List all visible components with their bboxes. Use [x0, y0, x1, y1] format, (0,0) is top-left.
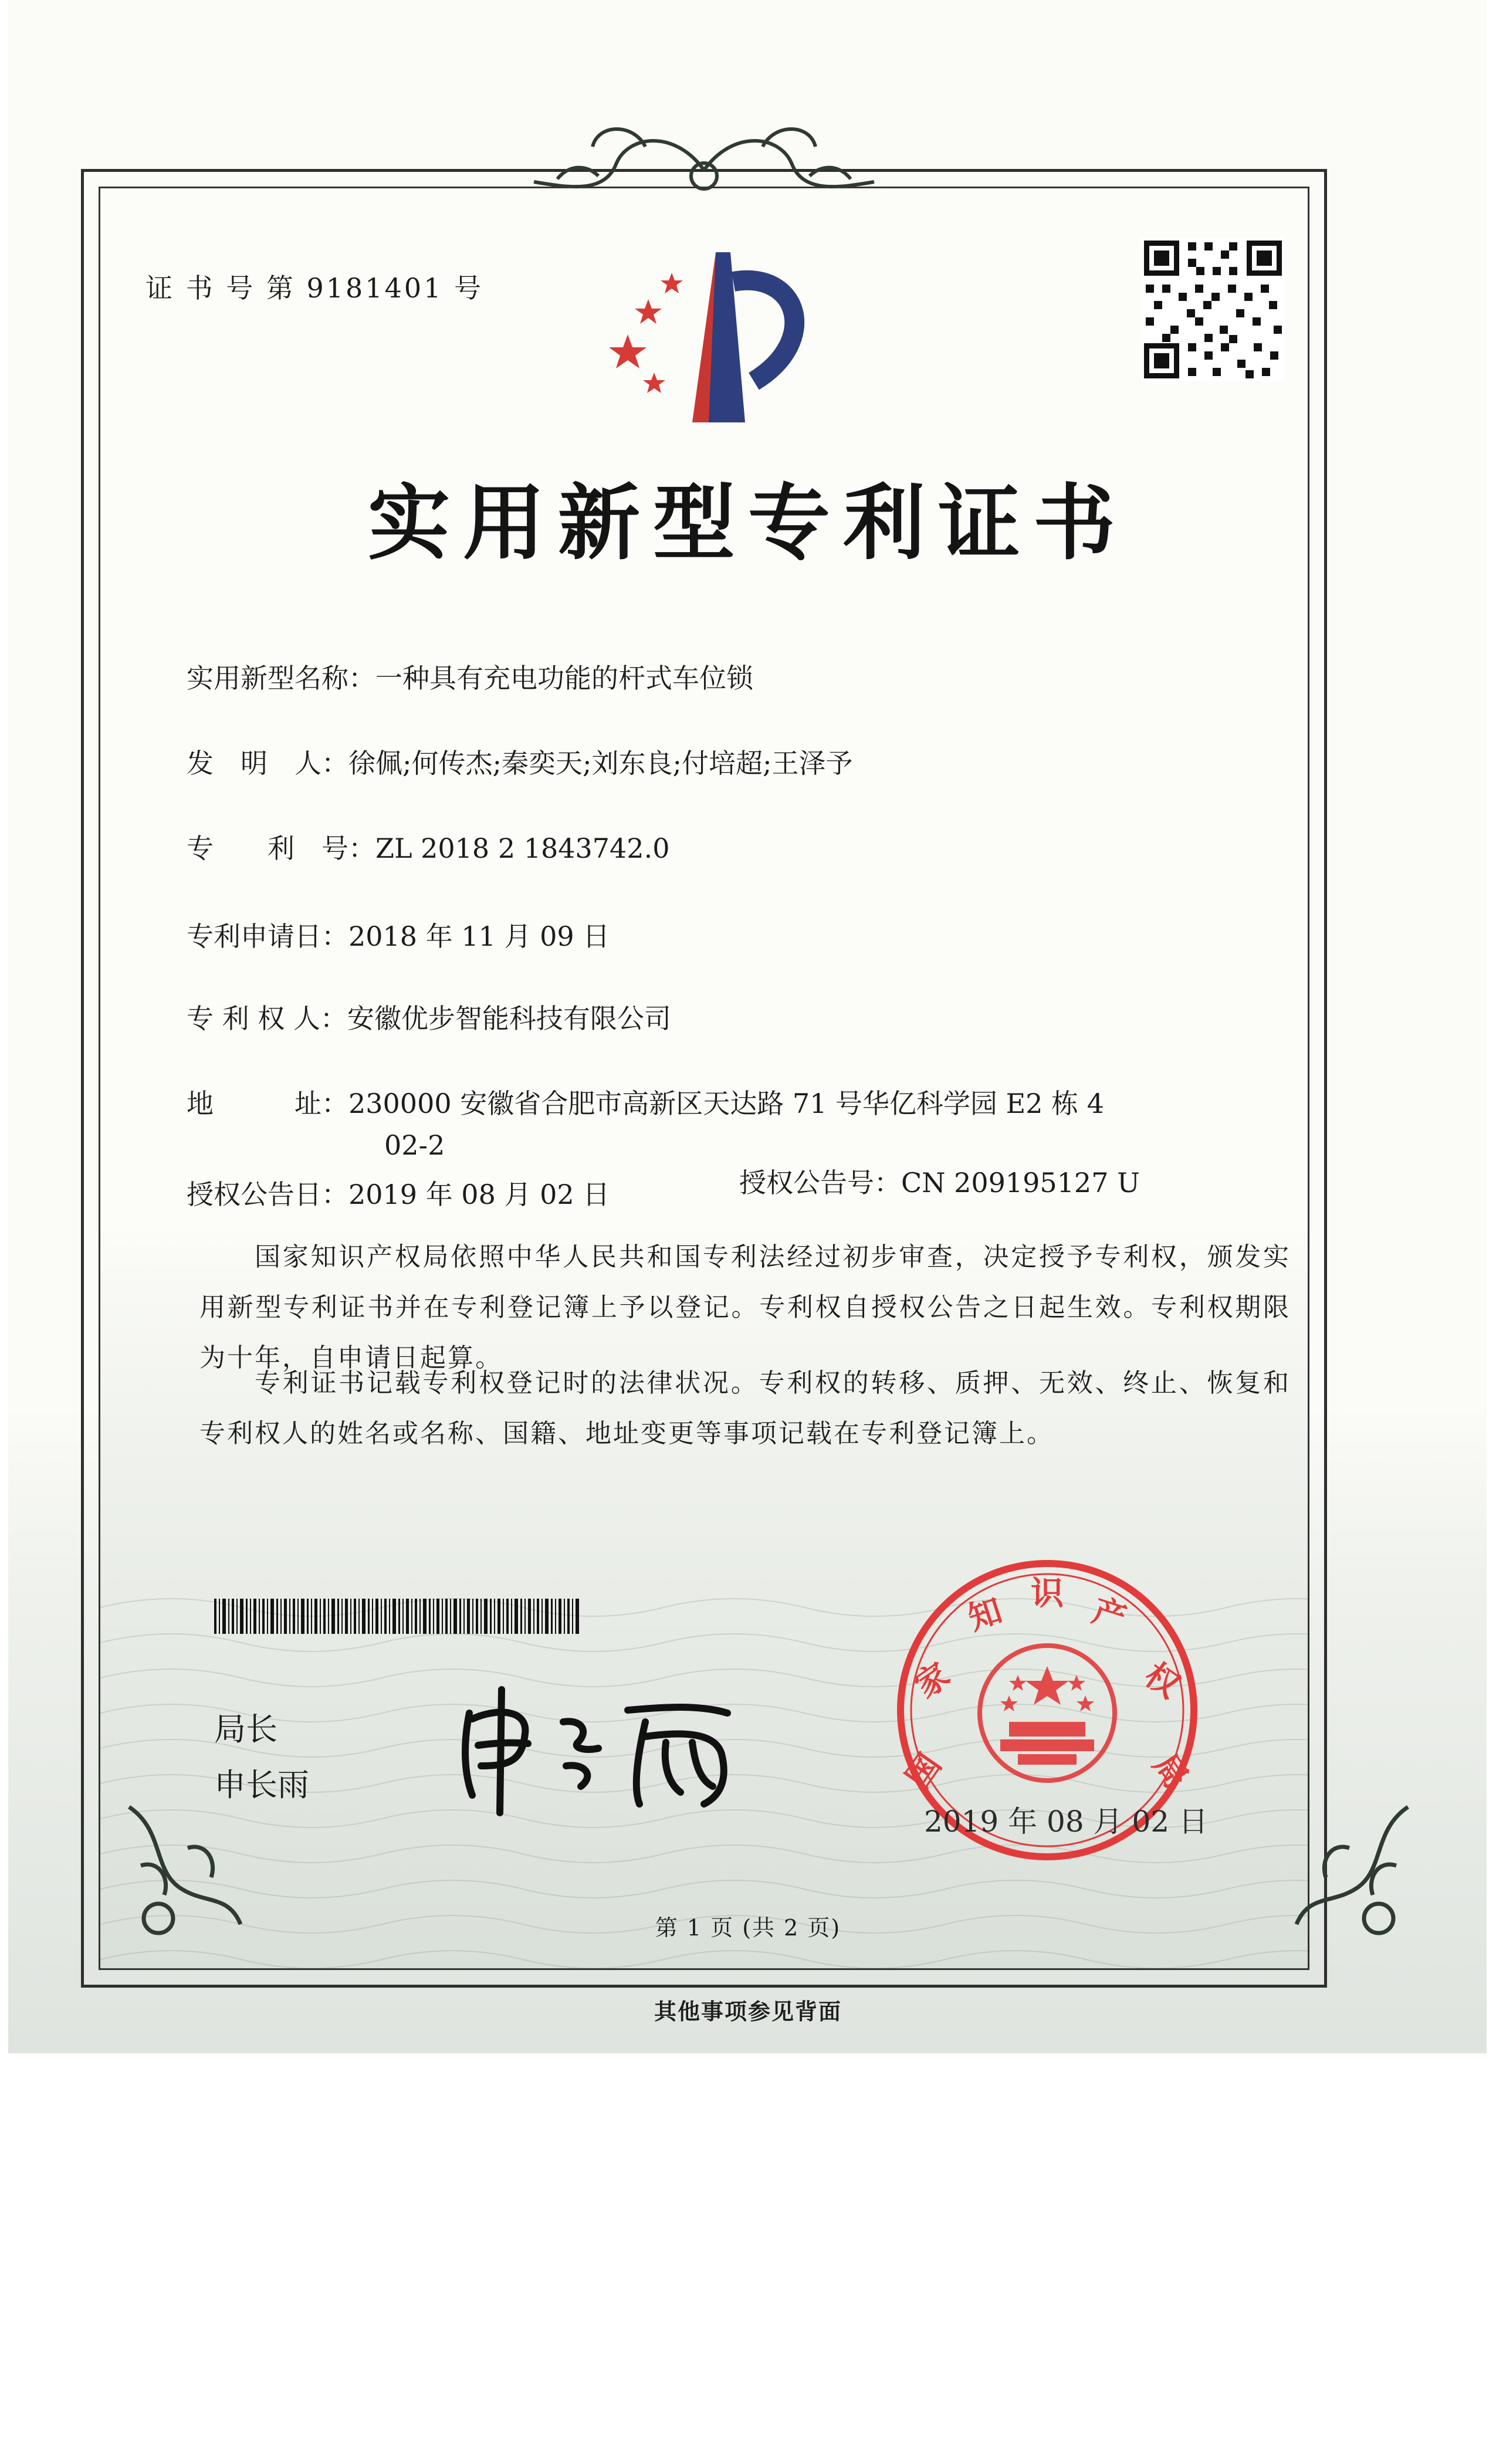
qr-code: [1141, 238, 1285, 381]
patentee-label: 专 利 权 人：: [187, 1003, 347, 1034]
address-value-line1: 230000 安徽省合肥市高新区天达路 71 号华亿科学园 E2 栋 4: [348, 1088, 1104, 1119]
barcode: [214, 1599, 581, 1634]
page-indicator: 第 1 页 (共 2 页): [655, 1915, 841, 1941]
certificate-number-suffix: 号: [454, 272, 483, 304]
director-name: 申长雨: [214, 1766, 309, 1803]
certificate-title: 实用新型专利证书: [367, 475, 1128, 571]
grant-date-row: [187, 1173, 610, 1212]
filing-date-row: [187, 915, 610, 954]
certificate-number-value: 9181401: [306, 272, 444, 304]
utility-model-name-value: 一种具有充电功能的杆式车位锁: [375, 662, 753, 694]
director-title: 局长: [214, 1711, 277, 1748]
patent-number-label: 专 利 号：: [187, 832, 375, 864]
certificate-number: [145, 267, 483, 306]
inventor-row: [187, 742, 853, 781]
svg-text:权: 权: [1138, 1656, 1187, 1706]
address-value-line2: 02-2: [384, 1129, 445, 1161]
seal-date: 2019 年 08 月 02 日: [924, 1805, 1208, 1839]
svg-text:家: 家: [908, 1656, 957, 1706]
inventor-value: 徐佩;何传杰;秦奕天;刘东良;付培超;王泽予: [348, 747, 853, 779]
svg-text:识: 识: [1031, 1575, 1064, 1613]
svg-text:知: 知: [963, 1591, 1007, 1638]
director-signature: [446, 1678, 774, 1825]
grant-publication-number: [739, 1162, 1140, 1200]
grant-date-value: 2019 年 08 月 02 日: [348, 1179, 610, 1210]
svg-text:局: 局: [1145, 1747, 1196, 1796]
certificate-number-label: 证 书 号 第: [145, 272, 296, 304]
filing-date-label: 专利申请日：: [187, 920, 348, 952]
cnipa-logo-icon: [604, 246, 839, 434]
grant-publication-number-value: CN 209195127 U: [901, 1167, 1140, 1199]
patent-number-row: [187, 827, 669, 866]
inventor-label: 发 明 人：: [187, 747, 348, 779]
grant-publication-number-label: 授权公告号：: [739, 1167, 901, 1199]
patentee-value: 安徽优步智能科技有限公司: [347, 1003, 671, 1034]
filing-date-value: 2018 年 11 月 09 日: [348, 920, 610, 952]
patentee-row: [187, 997, 671, 1036]
patent-number-value: ZL 2018 2 1843742.0: [375, 832, 670, 864]
svg-text:国: 国: [899, 1747, 949, 1796]
svg-text:产: 产: [1088, 1591, 1131, 1638]
legal-paragraph-2: 专利证书记载专利权登记时的法律状况。专利权的转移、质押、无效、终止、恢复和专利权人的姓名或名称、国籍、地址变更等事项记载在专利登记簿上。: [199, 1368, 1291, 1448]
top-ornament: [499, 111, 909, 205]
address-label: 地 址：: [187, 1088, 348, 1119]
grant-date-label: 授权公告日：: [187, 1179, 348, 1210]
legal-paragraph-1: 国家知识产权局依照中华人民共和国专利法经过初步审查，决定授予专利权，颁发实用新型专利证书并在专利登记簿上予以登记。专利权自授权公告之日起生效。专利权期限为十年，自申请日起算。: [199, 1242, 1291, 1373]
utility-model-name-label: 实用新型名称：: [187, 662, 375, 694]
back-side-note: 其他事项参见背面: [654, 1998, 842, 2025]
utility-model-name-row: [187, 657, 753, 696]
address-row: [187, 1082, 1104, 1121]
